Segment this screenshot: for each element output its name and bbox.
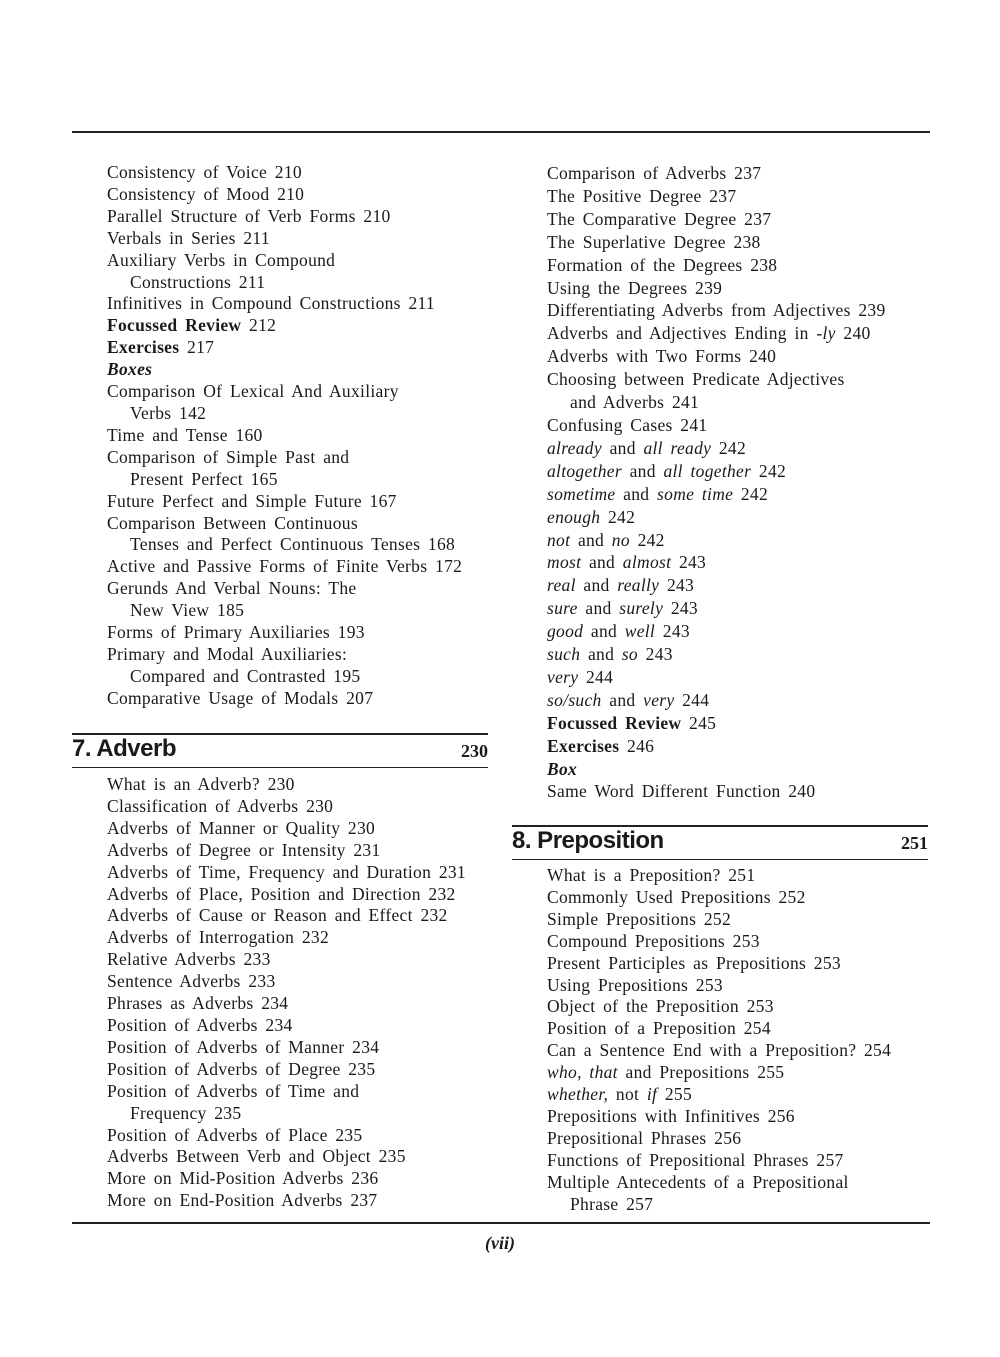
entry-page: 242 bbox=[711, 437, 747, 458]
toc-entry-continuation bbox=[107, 1103, 466, 1125]
entry-connector: and bbox=[583, 621, 625, 642]
entry-text: Gerunds And Verbal Nouns: The bbox=[107, 578, 357, 599]
entry-text: Commonly Used Prepositions 252 bbox=[547, 886, 806, 907]
entry-term: well bbox=[624, 621, 656, 642]
entry-term: altogether bbox=[547, 460, 622, 481]
entry-text: Adverbs and Adjectives Ending in bbox=[547, 323, 817, 344]
entry-connector: and bbox=[577, 598, 620, 619]
toc-entry bbox=[107, 971, 466, 993]
entry-text: Using the Degrees 239 bbox=[547, 277, 723, 298]
entry-text: Position of Adverbs of Place 235 bbox=[107, 1124, 363, 1145]
toc-entry bbox=[107, 425, 462, 447]
toc-entry-continuation bbox=[547, 391, 886, 414]
bottom-rule bbox=[72, 1222, 930, 1224]
toc-entry bbox=[547, 909, 891, 931]
entry-text: Adverbs with Two Forms 240 bbox=[547, 346, 777, 367]
toc-entry bbox=[547, 208, 886, 231]
toc-entry-usage bbox=[547, 437, 886, 460]
entry-text: Classification of Adverbs 230 bbox=[107, 795, 334, 816]
toc-entry-continuation bbox=[107, 666, 462, 688]
entry-text: Present Perfect 165 bbox=[130, 468, 278, 489]
toc-entry bbox=[547, 277, 886, 300]
toc-entry-bold bbox=[547, 735, 886, 758]
chapter-page-number: 251 bbox=[901, 833, 928, 853]
toc-entry bbox=[547, 185, 886, 208]
toc-entry bbox=[547, 322, 886, 345]
entry-term: sure bbox=[547, 598, 578, 619]
toc-entry-bold bbox=[547, 712, 886, 735]
toc-entry-continuation bbox=[107, 272, 462, 294]
toc-entry-continuation bbox=[107, 600, 462, 622]
entry-connector: and bbox=[575, 575, 618, 596]
entry-text: Object of the Preposition 253 bbox=[547, 996, 774, 1017]
toc-entry-usage bbox=[547, 597, 886, 620]
entry-term: so/such bbox=[547, 689, 602, 710]
entry-page: 243 bbox=[663, 598, 698, 619]
toc-entry-usage bbox=[547, 1062, 891, 1084]
box-heading bbox=[107, 359, 462, 381]
toc-entry-usage bbox=[547, 643, 886, 666]
toc-entry-bold bbox=[107, 315, 462, 337]
toc-entry bbox=[107, 949, 466, 971]
entry-text: Primary and Modal Auxiliaries: bbox=[107, 643, 348, 664]
entry-text: Same Word Different Function 240 bbox=[547, 781, 816, 802]
chapter-8-header bbox=[512, 825, 928, 860]
entry-text: Choosing between Predicate Adjectives bbox=[547, 369, 845, 390]
entry-text: Adverbs of Interrogation 232 bbox=[107, 927, 329, 948]
toc-entry-continuation bbox=[107, 403, 462, 425]
toc-entry bbox=[547, 1172, 891, 1194]
entry-connector: and bbox=[601, 689, 644, 710]
entry-text: Using Prepositions 253 bbox=[547, 974, 723, 995]
page-folio: (vii) bbox=[485, 1233, 515, 1253]
entry-page: 243 bbox=[671, 552, 707, 573]
entry-term: sometime bbox=[547, 483, 616, 504]
toc-entry bbox=[107, 1190, 466, 1212]
toc-entry bbox=[547, 931, 891, 953]
toc-entry-usage bbox=[547, 574, 886, 597]
entry-page: 244 bbox=[578, 666, 614, 687]
entry-term: good bbox=[547, 621, 584, 642]
entry-text: Adverbs of Manner or Quality 230 bbox=[107, 817, 376, 838]
entry-text: More on Mid-Position Adverbs 236 bbox=[107, 1168, 379, 1189]
toc-entry bbox=[107, 688, 462, 710]
chapter-title: 8. Preposition bbox=[512, 827, 664, 854]
entry-term: all ready bbox=[643, 437, 712, 458]
entry-connector: and bbox=[615, 483, 658, 504]
entry-term: no bbox=[611, 529, 630, 550]
toc-entry bbox=[547, 865, 891, 887]
entry-text: and Adverbs 241 bbox=[570, 392, 700, 413]
entry-term: really bbox=[617, 575, 660, 596]
toc-entry-usage bbox=[547, 620, 886, 643]
toc-entry bbox=[107, 293, 462, 315]
entry-text: Position of a Preposition 254 bbox=[547, 1018, 771, 1039]
entry-term: already bbox=[547, 437, 602, 458]
entry-page: 212 bbox=[249, 315, 277, 336]
entry-text: Tenses and Perfect Continuous Tenses 168 bbox=[130, 534, 456, 555]
toc-entry bbox=[547, 1128, 891, 1150]
entry-label: Exercises bbox=[107, 337, 180, 358]
entry-term: very bbox=[547, 666, 579, 687]
entry-text: What is an Adverb? 230 bbox=[107, 774, 295, 794]
entry-term: who, that bbox=[547, 1062, 618, 1083]
entry-term: some time bbox=[657, 483, 734, 504]
entry-text: Adverbs of Cause or Reason and Effect 232 bbox=[107, 905, 448, 926]
entry-term: enough bbox=[547, 506, 601, 527]
entry-suffix: -ly bbox=[816, 323, 836, 344]
entry-text: Formation of the Degrees 238 bbox=[547, 254, 778, 275]
toc-entry bbox=[107, 1059, 466, 1081]
entry-text: Compound Prepositions 253 bbox=[547, 930, 760, 951]
toc-entry bbox=[107, 513, 462, 535]
entry-text: Can a Sentence End with a Preposition? 254 bbox=[547, 1040, 892, 1061]
toc-entry bbox=[107, 491, 462, 513]
toc-entry bbox=[107, 447, 462, 469]
entry-page: 242 bbox=[733, 483, 769, 504]
entry-text: Parallel Structure of Verb Forms 210 bbox=[107, 205, 391, 226]
entry-connector: and bbox=[601, 437, 644, 458]
entry-text: Adverbs of Degree or Intensity 231 bbox=[107, 839, 381, 860]
entry-page: 217 bbox=[187, 337, 215, 358]
toc-entry-usage bbox=[547, 483, 886, 506]
entry-text: Position of Adverbs of Degree 235 bbox=[107, 1058, 376, 1079]
entry-text: Consistency of Mood 210 bbox=[107, 183, 305, 204]
entry-text: Prepositional Phrases 256 bbox=[547, 1127, 742, 1148]
entry-text: Comparison of Adverbs 237 bbox=[547, 163, 762, 183]
entry-text: Boxes bbox=[107, 359, 153, 380]
entry-term: very bbox=[643, 689, 675, 710]
entry-text: Position of Adverbs of Time and bbox=[107, 1080, 360, 1101]
toc-entry bbox=[107, 162, 462, 184]
box-heading bbox=[547, 758, 886, 781]
toc-entry bbox=[107, 905, 466, 927]
toc-entry bbox=[547, 1018, 891, 1040]
left-column-top bbox=[107, 162, 462, 710]
toc-entry bbox=[547, 975, 891, 997]
entry-term: if bbox=[646, 1084, 658, 1105]
entry-page: 243 bbox=[655, 621, 690, 642]
toc-entry bbox=[107, 556, 462, 578]
entry-text: Consistency of Voice 210 bbox=[107, 162, 302, 182]
entry-page: 244 bbox=[674, 689, 710, 710]
entry-text: What is a Preposition? 251 bbox=[547, 865, 756, 885]
entry-connector: and bbox=[621, 460, 664, 481]
entry-text: Time and Tense 160 bbox=[107, 424, 263, 445]
entry-connector: and bbox=[580, 644, 622, 665]
toc-entry bbox=[107, 884, 466, 906]
toc-entry bbox=[107, 1168, 466, 1190]
toc-entry-continuation bbox=[547, 1194, 891, 1216]
entry-text: Present Participles as Prepositions 253 bbox=[547, 952, 841, 973]
toc-entry bbox=[107, 862, 466, 884]
toc-entry bbox=[547, 1040, 891, 1062]
entry-page: 255 bbox=[657, 1084, 692, 1105]
entry-page: 242 bbox=[600, 506, 636, 527]
toc-entry bbox=[107, 796, 466, 818]
toc-entry bbox=[547, 1150, 891, 1172]
entry-term: most bbox=[547, 552, 582, 573]
entry-connector: not bbox=[608, 1084, 647, 1105]
entry-page: 240 bbox=[835, 323, 871, 344]
entry-connector: and Prepositions bbox=[617, 1062, 750, 1083]
entry-term: whether, bbox=[547, 1084, 609, 1105]
toc-entry bbox=[547, 162, 886, 185]
chapter-7-entries bbox=[107, 774, 466, 1212]
toc-entry bbox=[547, 231, 886, 254]
entry-text: Verbs 142 bbox=[130, 402, 207, 423]
toc-entry bbox=[547, 414, 886, 437]
toc-entry-usage bbox=[547, 460, 886, 483]
entry-text: Prepositions with Infinitives 256 bbox=[547, 1105, 795, 1126]
toc-entry-bold bbox=[107, 337, 462, 359]
toc-entry bbox=[547, 953, 891, 975]
entry-term: all together bbox=[663, 460, 752, 481]
entry-connector: and bbox=[570, 529, 612, 550]
entry-connector: and bbox=[581, 552, 623, 573]
toc-entry bbox=[107, 993, 466, 1015]
toc-entry bbox=[107, 250, 462, 272]
entry-text: Active and Passive Forms of Finite Verbs 172 bbox=[107, 556, 463, 577]
toc-entry-usage bbox=[547, 506, 886, 529]
entry-term: such bbox=[547, 644, 581, 665]
toc-entry bbox=[107, 927, 466, 949]
entry-text: Comparison Of Lexical And Auxiliary bbox=[107, 381, 399, 402]
entry-text: Comparison of Simple Past and bbox=[107, 446, 350, 467]
entry-text: Auxiliary Verbs in Compound bbox=[107, 249, 336, 270]
entry-text: Verbals in Series 211 bbox=[107, 227, 270, 248]
entry-text: Simple Prepositions 252 bbox=[547, 908, 732, 929]
toc-entry bbox=[547, 780, 886, 803]
toc-entry bbox=[107, 644, 462, 666]
entry-page: 255 bbox=[749, 1062, 785, 1083]
top-rule bbox=[72, 131, 930, 133]
toc-entry-usage bbox=[547, 529, 886, 552]
entry-text: The Comparative Degree 237 bbox=[547, 208, 772, 229]
chapter-title: 7. Adverb bbox=[72, 735, 176, 762]
toc-entry bbox=[107, 774, 466, 796]
entry-label: Focussed Review bbox=[107, 315, 242, 336]
entry-text: Comparative Usage of Modals 207 bbox=[107, 687, 374, 708]
toc-entry bbox=[547, 299, 886, 322]
entry-text: Position of Adverbs of Manner 234 bbox=[107, 1036, 380, 1057]
entry-text: Phrase 257 bbox=[570, 1193, 654, 1214]
toc-entry bbox=[547, 1106, 891, 1128]
entry-text: Future Perfect and Simple Future 167 bbox=[107, 490, 397, 511]
entry-label: Exercises bbox=[547, 735, 620, 756]
toc-entry bbox=[107, 228, 462, 250]
toc-entry bbox=[107, 1125, 466, 1147]
entry-text: Constructions 211 bbox=[130, 271, 266, 292]
toc-entry bbox=[107, 840, 466, 862]
chapter-7-header bbox=[72, 733, 488, 768]
entry-text: Adverbs of Place, Position and Direction 232 bbox=[107, 883, 456, 904]
entry-page: 243 bbox=[659, 575, 695, 596]
toc-entry-usage bbox=[547, 689, 886, 712]
entry-term: so bbox=[621, 644, 638, 665]
entry-text: Relative Adverbs 233 bbox=[107, 949, 271, 970]
entry-text: Multiple Antecedents of a Prepositional bbox=[547, 1171, 849, 1192]
entry-page: 242 bbox=[629, 529, 665, 550]
entry-term: not bbox=[547, 529, 571, 550]
toc-entry bbox=[547, 254, 886, 277]
toc-entry bbox=[547, 996, 891, 1018]
toc-entry-usage bbox=[547, 666, 886, 689]
toc-entry bbox=[107, 578, 462, 600]
entry-text: Functions of Prepositional Phrases 257 bbox=[547, 1149, 844, 1170]
toc-entry bbox=[107, 818, 466, 840]
toc-entry bbox=[547, 368, 886, 391]
entry-page: 243 bbox=[637, 644, 673, 665]
entry-text: Confusing Cases 241 bbox=[547, 414, 708, 435]
entry-text: Frequency 235 bbox=[130, 1102, 242, 1123]
toc-entry-usage bbox=[547, 1084, 891, 1106]
toc-entry bbox=[107, 1037, 466, 1059]
entry-text: New View 185 bbox=[130, 600, 245, 621]
entry-text: Differentiating Adverbs from Adjectives 239 bbox=[547, 300, 886, 321]
entry-text: Phrases as Adverbs 234 bbox=[107, 993, 289, 1014]
entry-text: The Positive Degree 237 bbox=[547, 185, 737, 206]
toc-entry-continuation bbox=[107, 469, 462, 491]
toc-entry bbox=[107, 622, 462, 644]
toc-entry bbox=[107, 381, 462, 403]
toc-entry bbox=[547, 345, 886, 368]
entry-text: Position of Adverbs 234 bbox=[107, 1014, 293, 1035]
entry-text: Compared and Contrasted 195 bbox=[130, 665, 361, 686]
toc-entry bbox=[107, 206, 462, 228]
chapter-page-number: 230 bbox=[461, 741, 488, 761]
entry-page: 245 bbox=[689, 712, 717, 733]
entry-text: Forms of Primary Auxiliaries 193 bbox=[107, 622, 365, 643]
entry-text: The Superlative Degree 238 bbox=[547, 231, 761, 252]
entry-text: Adverbs of Time, Frequency and Duration 231 bbox=[107, 861, 466, 882]
entry-page: 242 bbox=[751, 460, 787, 481]
chapter-8-entries bbox=[547, 865, 891, 1216]
entry-text: Comparison Between Continuous bbox=[107, 512, 358, 533]
entry-page: 246 bbox=[627, 735, 655, 756]
entry-label: Focussed Review bbox=[547, 712, 682, 733]
entry-text: Infinitives in Compound Constructions 211 bbox=[107, 293, 435, 314]
toc-entry bbox=[107, 184, 462, 206]
toc-entry bbox=[107, 1081, 466, 1103]
entry-text: Box bbox=[547, 758, 578, 779]
toc-entry bbox=[107, 1015, 466, 1037]
entry-text: Adverbs Between Verb and Object 235 bbox=[107, 1146, 406, 1167]
entry-term: surely bbox=[619, 598, 664, 619]
right-column-top bbox=[547, 162, 886, 803]
toc-entry bbox=[107, 1146, 466, 1168]
entry-text: More on End-Position Adverbs 237 bbox=[107, 1190, 378, 1211]
toc-entry-continuation bbox=[107, 534, 462, 556]
entry-term: real bbox=[547, 575, 576, 596]
entry-term: almost bbox=[622, 552, 672, 573]
toc-entry bbox=[547, 887, 891, 909]
toc-entry-usage bbox=[547, 551, 886, 574]
entry-text: Sentence Adverbs 233 bbox=[107, 971, 276, 992]
